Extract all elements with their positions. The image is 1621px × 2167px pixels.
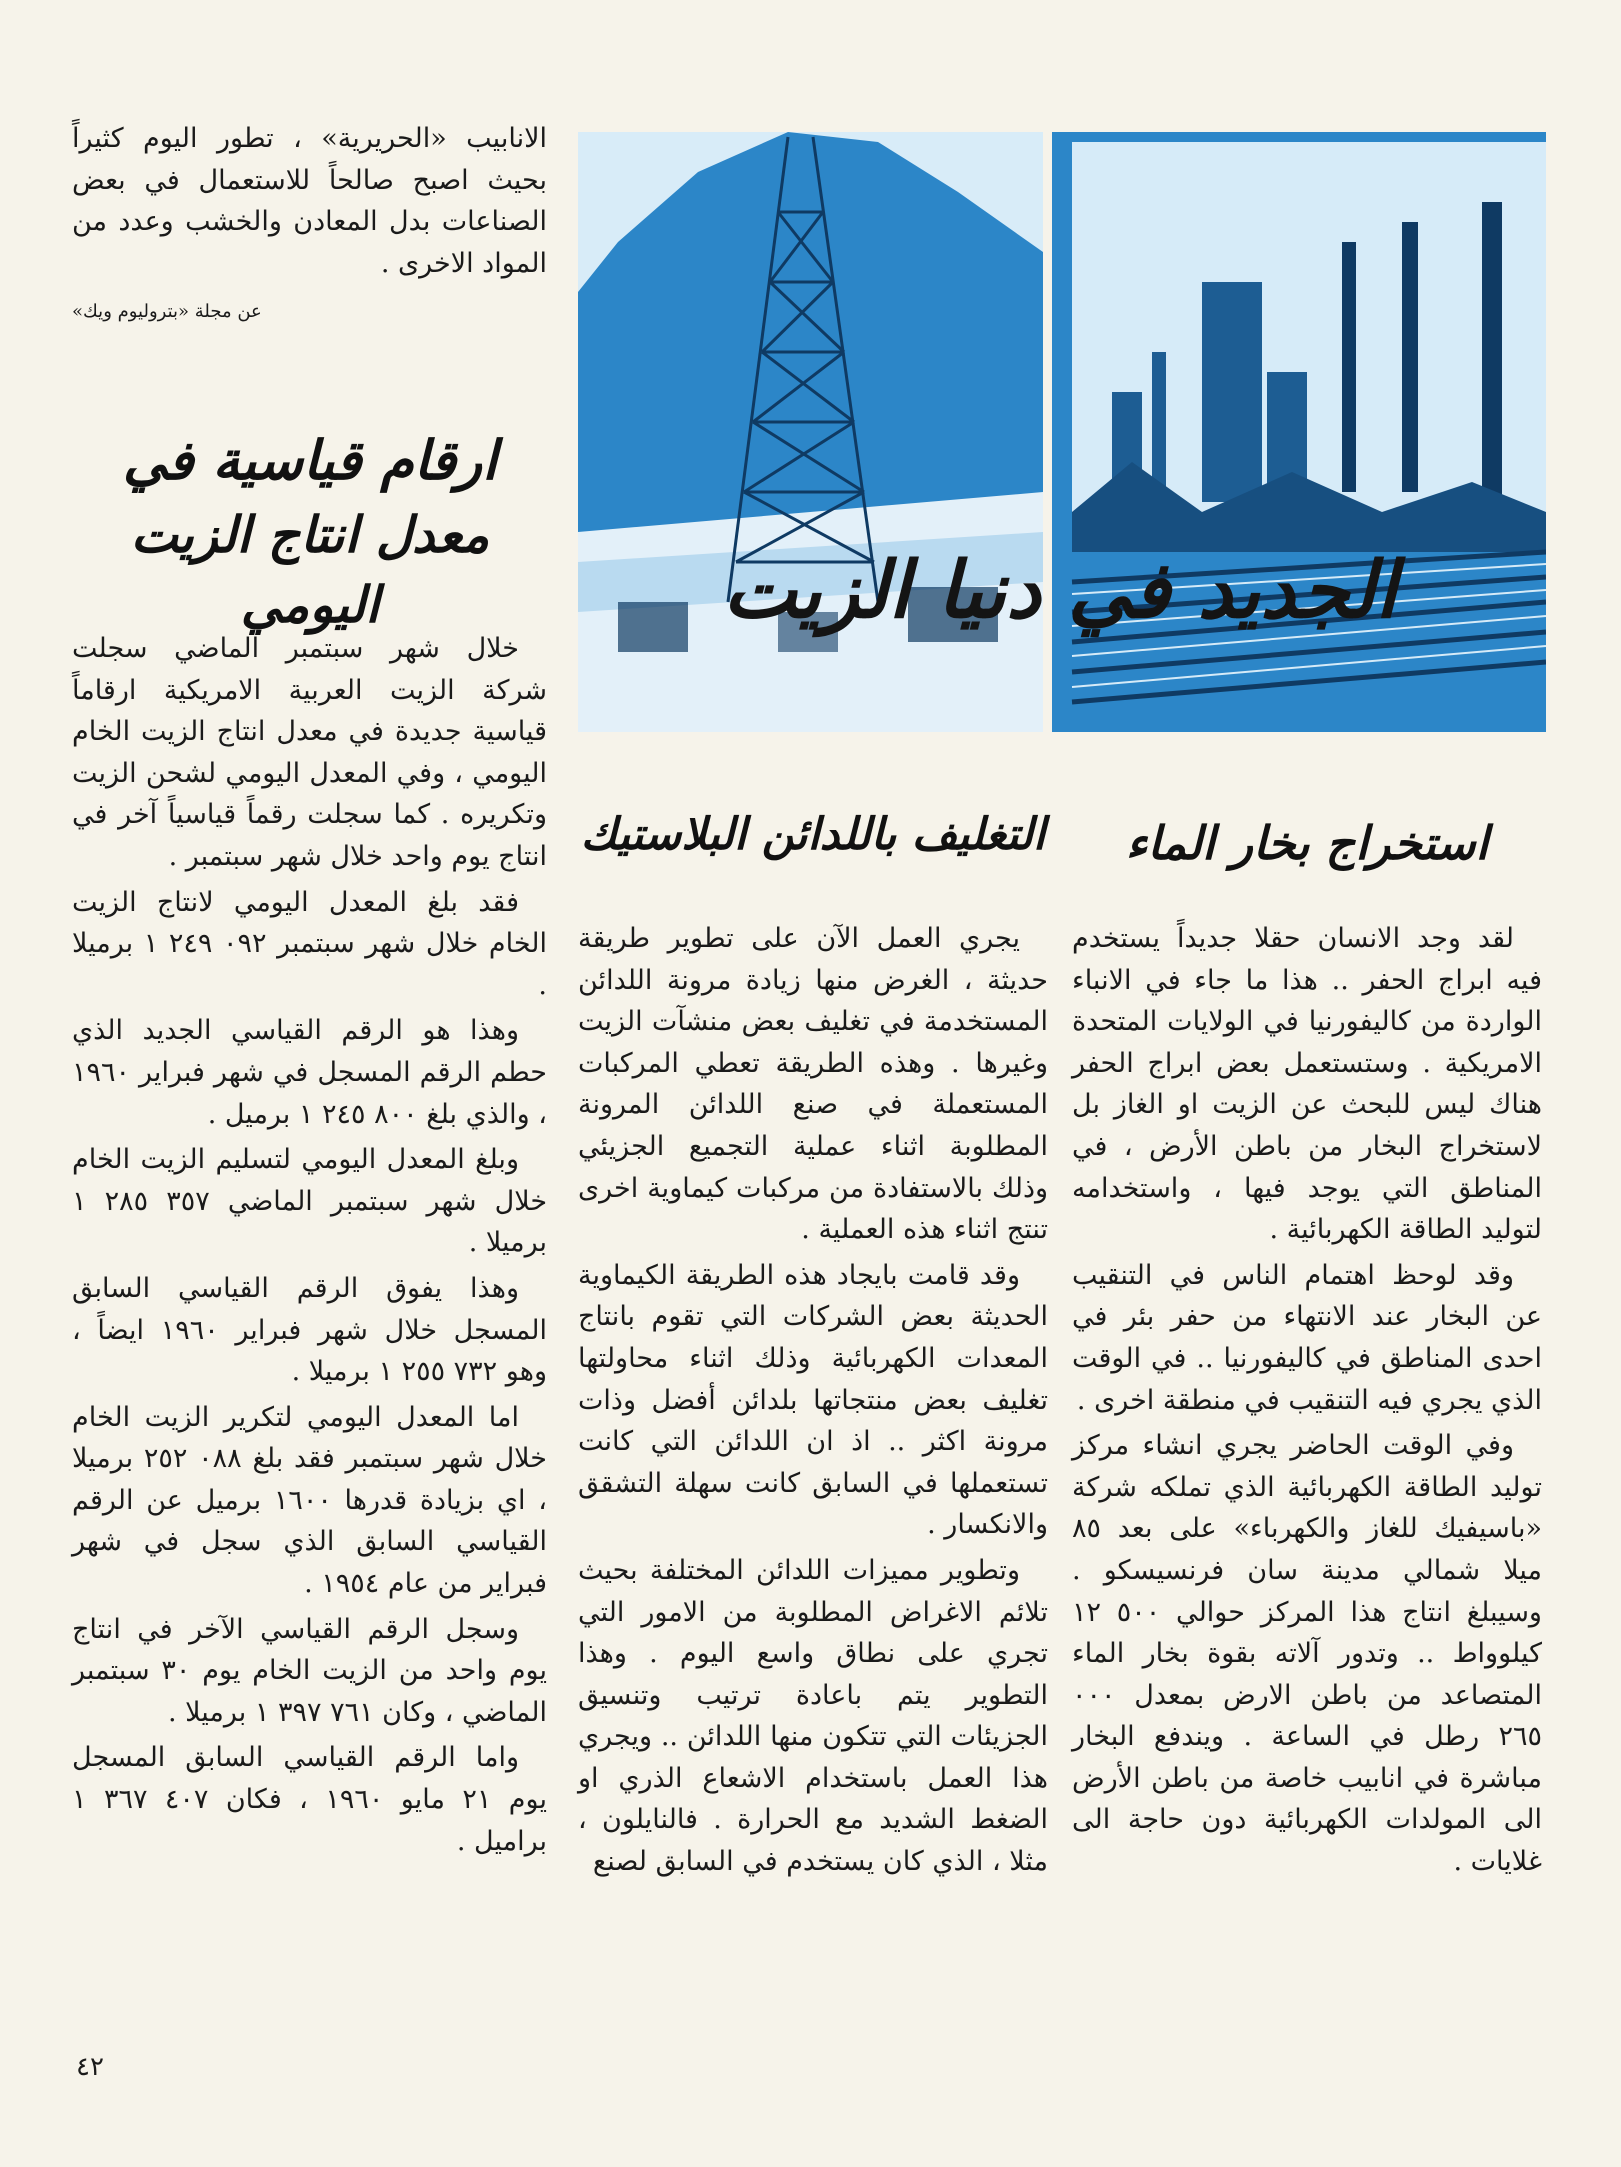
left-intro-text: الانابيب «الحريرية» ، تطور اليوم كثيراً بحيث اصبح صالحاً للاستعمال في بعض الصناعات بدل المعادن والخشب وعدد من المواد الاخرى .: [72, 123, 547, 279]
left-paragraph: وهذا هو الرقم القياسي الجديد الذي حطم الرقم المسجل في شهر فبراير ١٩٦٠ ، والذي بلغ ٨٠٠ ٢٤٥ ١ برميل .: [72, 1015, 547, 1130]
left-paragraph: وسجل الرقم القياسي الآخر في انتاج يوم واحد من الزيت الخام يوم ٣٠ سبتمبر الماضي ، وكان ٧٦١ ٣٩٧ ١ برميلا .: [72, 1613, 548, 1728]
source-text: عن مجلة «بتروليوم ويك»: [72, 301, 262, 323]
page-number: ٤٢: [76, 2052, 104, 2082]
source-credit: [72, 288, 547, 333]
right-column-body: [1072, 918, 1542, 1887]
middle-column-body: [578, 918, 1048, 1887]
left-paragraph: وهذا يفوق الرقم القياسي السابق المسجل خلال شهر فبراير ١٩٦٠ ايضاً ، وهو ٧٣٢ ٢٥٥ ١ برميلا .: [72, 1272, 547, 1388]
steam-extraction-title: استخراج بخار الماء: [1125, 816, 1489, 870]
middle-paragraph: وقد قامت بايجاد هذه الطريقة الكيماوية الحديثة بعض الشركات التي تقوم بانتاج المعدات الكهربائية وذلك اثناء محاولتها تغليف بعض منتجاتها بلدائن أفضل وذات مرونة اكثر .. اذ ان اللدائن التي كانت تستعملها في السابق كانت سهلة التشقق والانكسار .: [578, 1259, 1048, 1541]
left-column-body: [72, 628, 547, 1866]
record-figures-title: [60, 420, 560, 640]
left-paragraph: واما الرقم القياسي السابق المسجل يوم ٢١ مايو ١٩٦٠ ، فكان ٤٠٧ ٣٦٧ ١ براميل .: [72, 1742, 547, 1857]
left-paragraph: وبلغ المعدل اليومي لتسليم الزيت الخام خلال شهر سبتمبر الماضي ٣٥٧ ٢٨٥ ١ برميلا .: [72, 1144, 548, 1259]
right-paragraph: لقد وجد الانسان حقلا جديداً يستخدم فيه ابراج الحفر .. هذا ما جاء في الانباء الواردة من كاليفورنيا في الولايات المتحدة الامريكية . وستستعمل بعض ابراج الحفر هناك ليس للبحث عن الزيت او الغاز بل لاستخراج البخار من باطن الأرض ، في المناطق التي يوجد فيها ، واستخدامه لتوليد الطاقة الكهربائية .: [1072, 923, 1542, 1246]
middle-paragraph: يجري العمل الآن على تطوير طريقة حديثة ، الغرض منها زيادة مرونة اللدائن المستخدمة في تغليف بعض منشآت الزيت وغيرها . وهذه الطريقة تعطي المركبات المستعملة في صنع اللدائن المرونة المطلوبة اثناء عملية التجميع الجزيئي وذلك بالاستفادة من مركبات كيماوية اخرى تنتج اثناء هذه العملية .: [578, 923, 1048, 1246]
left-paragraph: خلال شهر سبتمبر الماضي سجلت شركة الزيت العربية الامريكية ارقاماً قياسية جديدة في معدل انتاج الزيت الخام اليومي ، وفي المعدل اليومي لشحن الزيت وتكريره . كما سجلت رقماً قياسياً آخر في انتاج يوم واحد خلال شهر سبتمبر .: [72, 633, 547, 872]
record-figures-title-line2: معدل انتاج الزيت اليومي: [130, 505, 490, 634]
left-paragraph: اما المعدل اليومي لتكرير الزيت الخام خلال شهر سبتمبر فقد بلغ ٠٨٨ ٢٥٢ برميلا ، اي بزيادة قدرها ١٦٠٠ برميل عن الرقم القياسي السابق الذي سجل في شهر فبراير من عام ١٩٥٤ .: [72, 1401, 547, 1600]
left-intro: [72, 118, 547, 337]
right-paragraph: وفي الوقت الحاضر يجري انشاء مركز توليد الطاقة الكهربائية الذي تملكه شركة «باسيفيك للغاز والكهرباء» على بعد ٨٥ ميلا شمالي مدينة سان فرنسيسكو . وسيبلغ انتاج هذا المركز حوالي ٥٠٠ ١٢ كيلوواط .. وتدور آلاته بقوة بخار الماء المتصاعد من باطن الارض بمعدل ٠٠٠ ٢٦٥ رطل في الساعة . ويندفع البخار مباشرة في انابيب خاصة من باطن الأرض الى المولدات الكهربائية دون حاجة الى غلايات .: [1072, 1430, 1542, 1878]
record-figures-title-line1: ارقام قياسية في: [122, 428, 498, 492]
right-paragraph: وقد لوحظ اهتمام الناس في التنقيب عن البخار عند الانتهاء من حفر بئر في احدى المناطق في كاليفورنيا .. في الوقت الذي يجري فيه التنقيب في منطقة اخرى .: [1072, 1259, 1542, 1416]
plastic-coating-title: التغليف باللدائن البلاستيك: [580, 809, 1046, 860]
main-title: الجديد في دنيا الزيت: [723, 545, 1397, 636]
middle-paragraph: وتطوير مميزات اللدائن المختلفة بحيث تلائم الاغراض المطلوبة من الامور التي تجري على نطاق واسع اليوم . وهذا التطوير يتم باعادة ترتيب وتنسيق الجزيئات التي تتكون منها اللدائن .. ويجري هذا العمل باستخدام الاشعاع الذري او الضغط الشديد مع الحرارة . فالنايلون ، مثلا ، الذي كان يستخدم في السابق لصنع: [578, 1554, 1048, 1878]
left-paragraph: فقد بلغ المعدل اليومي لانتاج الزيت الخام خلال شهر سبتمبر ٠٩٢ ٢٤٩ ١ برميلا .: [72, 886, 547, 1001]
